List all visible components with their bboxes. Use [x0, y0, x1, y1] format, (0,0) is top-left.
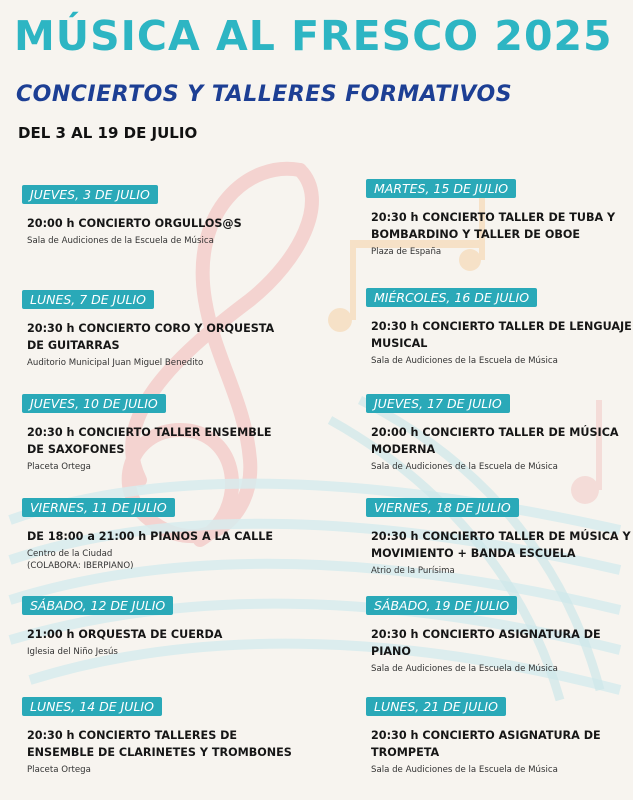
event-title: DE 18:00 a 21:00 h PIANOS A LA CALLE — [27, 530, 273, 543]
event-title: 20:30 h CONCIERTO TALLER ENSEMBLE DE SAXOFONES — [27, 426, 272, 456]
event-venue: Sala de Audiciones de la Escuela de Música — [371, 664, 558, 674]
event-item — [366, 287, 633, 367]
event-item — [22, 696, 292, 776]
event-venue: Placeta Ortega — [27, 765, 91, 775]
event-title: 20:30 h CONCIERTO TALLER DE MÚSICA Y MOVIMIENTO + BANDA ESCUELA — [371, 530, 631, 560]
poster-title: MÚSICA AL FRESCO 2025 — [14, 12, 613, 60]
event-title: 20:30 h CONCIERTO TALLERES DE ENSEMBLE DE CLARINETES Y TROMBONES — [27, 729, 292, 759]
event-item — [22, 595, 292, 658]
event-venue: Auditorio Municipal Juan Miguel Benedito — [27, 358, 204, 368]
event-title: 20:30 h CONCIERTO ASIGNATURA DE PIANO — [371, 628, 601, 658]
event-title: 20:30 h CONCIERTO TALLER DE LENGUAJE MUSICAL — [371, 320, 632, 350]
event-item — [366, 696, 633, 776]
event-date-tag: SÁBADO, 19 DE JULIO — [366, 596, 517, 615]
event-title: 20:30 h CONCIERTO CORO Y ORQUESTA DE GUITARRAS — [27, 322, 275, 352]
event-item — [22, 289, 292, 369]
event-item — [22, 393, 292, 473]
event-date-tag: SÁBADO, 12 DE JULIO — [22, 596, 173, 615]
poster-subtitle: CONCIERTOS Y TALLERES FORMATIVOS — [16, 82, 513, 107]
event-date-tag: LUNES, 21 DE JULIO — [366, 697, 506, 716]
event-date-tag: LUNES, 14 DE JULIO — [22, 697, 162, 716]
event-date-tag: LUNES, 7 DE JULIO — [22, 290, 154, 309]
event-item — [22, 184, 292, 247]
event-title: 20:00 h CONCIERTO TALLER DE MÚSICA MODERNA — [371, 426, 619, 456]
event-date-tag: JUEVES, 10 DE JULIO — [22, 394, 166, 413]
event-item — [366, 393, 633, 473]
event-date-tag: VIERNES, 18 DE JULIO — [366, 498, 519, 517]
event-title: 20:30 h CONCIERTO TALLER DE TUBA Y BOMBARDINO Y TALLER DE OBOE — [371, 211, 616, 241]
event-venue: Sala de Audiciones de la Escuela de Música — [371, 462, 558, 472]
event-title: 21:00 h ORQUESTA DE CUERDA — [27, 628, 223, 641]
event-item — [366, 595, 633, 675]
event-venue: Plaza de España — [371, 247, 442, 257]
event-item — [22, 497, 292, 572]
event-venue: Sala de Audiciones de la Escuela de Música — [371, 356, 558, 366]
event-venue: Atrio de la Purísima — [371, 566, 455, 576]
event-date-tag: JUEVES, 3 DE JULIO — [22, 185, 158, 204]
event-venue: Sala de Audiciones de la Escuela de Música — [27, 236, 214, 246]
event-venue: Iglesia del Niño Jesús — [27, 647, 118, 657]
event-venue: Centro de la Ciudad (COLABORA: IBERPIANO) — [27, 549, 134, 571]
event-item — [366, 178, 633, 258]
event-date-tag: JUEVES, 17 DE JULIO — [366, 394, 510, 413]
event-item — [366, 497, 633, 577]
event-date-tag: MIÉRCOLES, 16 DE JULIO — [366, 288, 537, 307]
event-title: 20:30 h CONCIERTO ASIGNATURA DE TROMPETA — [371, 729, 601, 759]
event-date-tag: VIERNES, 11 DE JULIO — [22, 498, 175, 517]
festival-dates: DEL 3 AL 19 DE JULIO — [18, 124, 198, 142]
event-date-tag: MARTES, 15 DE JULIO — [366, 179, 516, 198]
event-title: 20:00 h CONCIERTO ORGULLOS@S — [27, 217, 242, 230]
event-venue: Placeta Ortega — [27, 462, 91, 472]
event-venue: Sala de Audiciones de la Escuela de Música — [371, 765, 558, 775]
